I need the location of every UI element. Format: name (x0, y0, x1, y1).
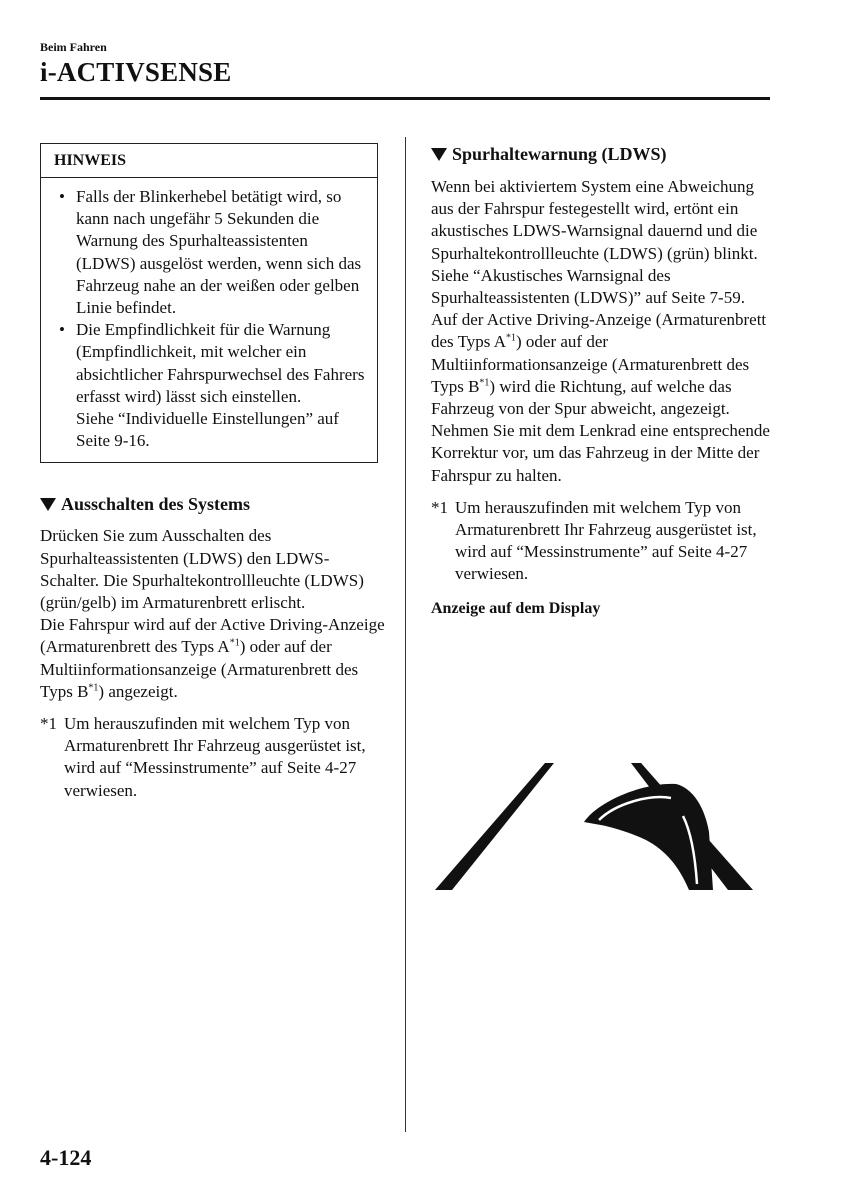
page-number: 4-124 (40, 1145, 92, 1170)
column-divider (405, 137, 406, 1132)
paragraph: Wenn bei aktiviertem System eine Abweichung aus der Fahrspur festegestellt wird, ertönt ein akustisches LDWS-Warnsignal dauernd und die Spurhaltekontrollleuchte (LDWS) (grün) blinkt. (431, 177, 758, 263)
footnote-ref: *1 (506, 332, 517, 344)
footnote-text: Um herauszufinden mit welchem Typ von Armaturenbrett Ihr Fahrzeug ausgerüstet ist, wird auf “Messinstrumente” auf Seite 4-27 verwiesen. (455, 497, 757, 584)
footnote-text: Um herauszufinden mit welchem Typ von Armaturenbrett Ihr Fahrzeug ausgerüstet ist, wird auf “Messinstrumente” auf Seite 4-27 verwiesen. (64, 714, 366, 800)
page-header (40, 40, 231, 87)
note-item-reference: Siehe “Individuelle Einstellungen” auf Seite 9-16. (76, 409, 339, 451)
display-label: Anzeige auf dem Display (431, 599, 601, 617)
triangle-down-icon (40, 498, 56, 511)
chapter-title: i-ACTIVSENSE (40, 57, 232, 87)
left-lane-line (435, 763, 554, 890)
footnote (431, 497, 776, 586)
section-heading-spurhaltewarnung (431, 143, 776, 165)
section-heading-text: Spurhaltewarnung (LDWS) (452, 144, 667, 164)
paragraph-text: ) wird die Richtung, auf welche das Fahrzeug von der Spur abweicht, angezeigt. Nehmen Sie mit dem Lenkrad eine entsprechende Korrektur vor, um das Fahrzeug in der Mitte der Fahrspur zu halten. (431, 376, 770, 485)
paragraph: Drücken Sie zum Ausschalten des Spurhalteassistenten (LDWS) den LDWS-Schalter. Die Spurhaltekontrollleuchte (LDWS) (grün/gelb) im Armaturenbrett erlischt. (40, 526, 364, 613)
paragraph-text: Die Fahrspur wird auf der Active Driving-Anzeige (Armaturenbrett des Typs A (40, 615, 385, 657)
triangle-down-icon (431, 148, 447, 161)
paragraph-text: ) oder auf der Multiinformationsanzeige (Armaturenbrett des Typs B (431, 332, 750, 396)
note-title: HINWEIS (41, 144, 377, 178)
note-body (41, 178, 377, 462)
bullet-icon: • (59, 187, 65, 206)
footnote (40, 713, 385, 802)
note-item (59, 186, 367, 319)
paragraph-text: ) oder auf der Multiinformationsanzeige (Armaturenbrett des Typs B (40, 637, 359, 701)
bullet-icon: • (59, 320, 65, 340)
footnote-mark: *1 (40, 714, 57, 734)
paragraph: Siehe “Akustisches Warnsignal des Spurhalteassistenten (LDWS)” auf Seite 7-59. (431, 265, 745, 308)
section-label: Beim Fahren (40, 40, 107, 54)
note-box (40, 143, 378, 463)
lane-departure-display-illustration (431, 760, 761, 895)
footnote-ref: *1 (88, 682, 99, 694)
section-heading-text: Ausschalten des Systems (61, 494, 251, 515)
note-item (59, 319, 367, 452)
section-heading-ausschalten (40, 493, 385, 515)
header-rule (40, 97, 770, 100)
left-column (40, 143, 385, 802)
paragraph-text: ) angezeigt. (98, 681, 178, 701)
footnote-mark: *1 (431, 497, 448, 517)
vehicle-icon (584, 784, 713, 890)
paragraph-text: Auf der Active Driving-Anzeige (Armaturenbrett des Typs A (431, 310, 767, 352)
right-column (431, 143, 776, 619)
note-item-text: Falls der Blinkerhebel betätigt wird, so kann nach ungefähr 5 Sekunden die Warnung des Spurhalteassistenten (LDWS) ausgelöst werden, wenn sich das Fahrzeug nahe an der weißen oder gelben Linie befindet. (76, 187, 362, 318)
paragraph (431, 309, 776, 487)
footnote-ref: *1 (479, 377, 490, 389)
footnote-ref: *1 (229, 637, 240, 649)
paragraph (40, 614, 385, 703)
note-item-text: Die Empfindlichkeit für die Warnung (Empfindlichkeit, mit welcher ein absichtlicher Fahrspurwechsel des Fahrers erfasst wird) lässt sich einstellen. (76, 320, 365, 406)
